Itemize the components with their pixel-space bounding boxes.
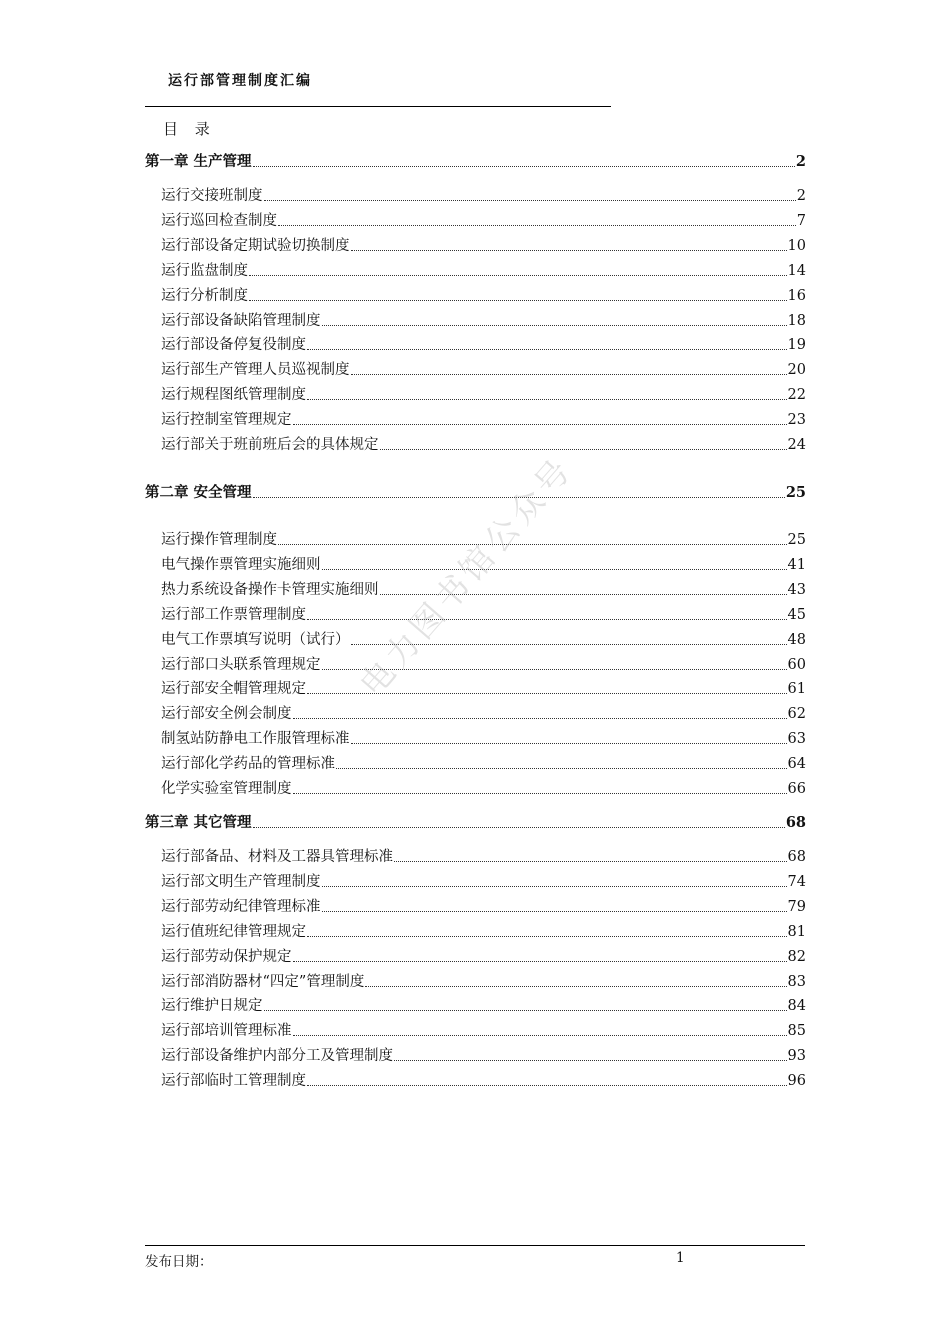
- dot-leader: [380, 448, 787, 450]
- toc-entry-page: 25: [785, 484, 806, 501]
- footer-rule: [145, 1245, 805, 1246]
- toc-entry[interactable]: [161, 311, 806, 331]
- dot-leader: [380, 593, 787, 595]
- dot-leader: [307, 692, 787, 694]
- toc-entry-label: 运行部安全帽管理规定: [161, 681, 306, 697]
- toc-entry[interactable]: [161, 897, 806, 917]
- toc-entry-page: 85: [787, 1023, 806, 1039]
- dot-leader: [293, 717, 787, 719]
- toc-entry-page: 48: [787, 632, 806, 648]
- toc-entry-label: 运行巡回检查制度: [161, 213, 277, 229]
- toc-entry-label: 第三章 其它管理: [145, 814, 252, 831]
- toc-entry-page: 23: [787, 412, 806, 428]
- toc-entry-label: 运行部备品、材料及工器具管理标准: [161, 849, 393, 865]
- toc-entry-label: 电气操作票管理实施细则: [161, 557, 321, 573]
- dot-leader: [249, 274, 787, 276]
- toc-entry[interactable]: [161, 779, 806, 799]
- toc-entry-label: 化学实验室管理制度: [161, 781, 292, 797]
- toc-entry[interactable]: [161, 435, 806, 455]
- toc-entry-label: 运行交接班制度: [161, 188, 263, 204]
- dot-leader: [322, 568, 787, 570]
- toc-entry-page: 66: [787, 781, 806, 797]
- toc-entry-label: 第一章 生产管理: [145, 153, 252, 170]
- toc-entry[interactable]: [161, 655, 806, 675]
- toc-entry-page: 18: [787, 313, 806, 329]
- toc-entry-label: 运行值班纪律管理规定: [161, 924, 306, 940]
- toc-entry[interactable]: [161, 286, 806, 306]
- toc-entry-label: 运行部临时工管理制度: [161, 1073, 306, 1089]
- toc-entry[interactable]: [161, 335, 806, 355]
- footer-page-number: 1: [676, 1250, 685, 1266]
- toc-entry-page: 20: [787, 362, 806, 378]
- toc-entry[interactable]: [161, 704, 806, 724]
- footer-date-label: 发布日期：: [145, 1254, 213, 1270]
- toc-entry-page: 19: [787, 337, 806, 353]
- toc-entry-page: 62: [787, 706, 806, 722]
- toc-entry-page: 22: [787, 387, 806, 403]
- toc-entry-page: 16: [787, 288, 806, 304]
- toc-entry-page: 93: [787, 1048, 806, 1064]
- toc-entry-label: 第二章 安全管理: [145, 484, 252, 501]
- toc-entry[interactable]: [161, 754, 806, 774]
- toc-entry[interactable]: [161, 1071, 806, 1091]
- toc-entry-page: 41: [787, 557, 806, 573]
- toc-entry[interactable]: [161, 972, 806, 992]
- dot-leader: [365, 985, 786, 987]
- dot-leader: [322, 885, 787, 887]
- toc-entry[interactable]: [161, 261, 806, 281]
- toc-entry-label: 运行规程图纸管理制度: [161, 387, 306, 403]
- toc-chapter[interactable]: [145, 483, 806, 503]
- toc-entry[interactable]: [161, 679, 806, 699]
- toc-entry-page: 84: [787, 998, 806, 1014]
- toc-entry-page: 74: [787, 874, 806, 890]
- dot-leader: [264, 1009, 787, 1011]
- toc-entry-label: 运行分析制度: [161, 288, 248, 304]
- dot-leader: [351, 643, 787, 645]
- header-title: 运行部管理制度汇编: [168, 73, 312, 89]
- toc-entry-page: 96: [787, 1073, 806, 1089]
- dot-leader: [278, 543, 787, 545]
- toc-entry[interactable]: [161, 530, 806, 550]
- dot-leader: [253, 496, 785, 498]
- toc-entry[interactable]: [161, 360, 806, 380]
- toc-entry-label: 运行部文明生产管理制度: [161, 874, 321, 890]
- toc-entry-label: 运行部关于班前班后会的具体规定: [161, 437, 379, 453]
- toc-entry-label: 运行部培训管理标准: [161, 1023, 292, 1039]
- dot-leader: [322, 668, 787, 670]
- toc-entry-page: 60: [787, 657, 806, 673]
- toc-entry[interactable]: [161, 410, 806, 430]
- toc-entry-page: 68: [785, 814, 806, 831]
- toc-entry[interactable]: [161, 729, 806, 749]
- dot-leader: [322, 324, 787, 326]
- toc-entry-label: 电气工作票填写说明（试行）: [161, 632, 350, 648]
- toc-entry-page: 81: [787, 924, 806, 940]
- toc-entry-label: 运行部设备停复役制度: [161, 337, 306, 353]
- toc-entry-page: 14: [787, 263, 806, 279]
- toc-entry-label: 运行部设备维护内部分工及管理制度: [161, 1048, 393, 1064]
- watermark: 电力图书馆公众号: [351, 448, 581, 704]
- toc-entry-label: 运行维护日规定: [161, 998, 263, 1014]
- toc-title: 目 录: [163, 120, 216, 138]
- toc-entry[interactable]: [161, 922, 806, 942]
- dot-leader: [253, 165, 795, 167]
- dot-leader: [394, 860, 787, 862]
- toc-entry-label: 运行部生产管理人员巡视制度: [161, 362, 350, 378]
- dot-leader: [293, 1034, 787, 1036]
- toc-entry-page: 2: [796, 188, 806, 204]
- toc-entry[interactable]: [161, 947, 806, 967]
- dot-leader: [336, 767, 787, 769]
- dot-leader: [307, 618, 787, 620]
- toc-entry[interactable]: [161, 385, 806, 405]
- dot-leader: [307, 1084, 787, 1086]
- toc-entry-label: 运行控制室管理规定: [161, 412, 292, 428]
- toc-entry-page: 45: [787, 607, 806, 623]
- dot-leader: [293, 792, 787, 794]
- toc-entry-page: 10: [787, 238, 806, 254]
- toc-entry-page: 83: [787, 974, 806, 990]
- toc-entry[interactable]: [161, 580, 806, 600]
- dot-leader: [293, 423, 787, 425]
- toc-entry-label: 热力系统设备操作卡管理实施细则: [161, 582, 379, 598]
- dot-leader: [264, 199, 796, 201]
- toc-entry-page: 7: [796, 213, 806, 229]
- toc-entry[interactable]: [161, 555, 806, 575]
- toc-entry-page: 79: [787, 899, 806, 915]
- toc-chapter[interactable]: [145, 813, 806, 833]
- dot-leader: [322, 910, 787, 912]
- dot-leader: [351, 249, 787, 251]
- toc-chapter[interactable]: [145, 152, 806, 172]
- dot-leader: [293, 960, 787, 962]
- toc-entry[interactable]: [161, 186, 806, 206]
- toc-entry-label: 运行部安全例会制度: [161, 706, 292, 722]
- toc-entry[interactable]: [161, 236, 806, 256]
- toc-entry-label: 运行部劳动保护规定: [161, 949, 292, 965]
- dot-leader: [307, 398, 787, 400]
- toc-entry[interactable]: [161, 605, 806, 625]
- toc-entry[interactable]: [161, 872, 806, 892]
- toc-entry-label: 运行部口头联系管理规定: [161, 657, 321, 673]
- toc-entry-page: 64: [787, 756, 806, 772]
- toc-entry-label: 运行部消防器材“四定”管理制度: [161, 974, 365, 990]
- toc-entry-label: 运行部设备定期试验切换制度: [161, 238, 350, 254]
- dot-leader: [307, 935, 787, 937]
- dot-leader: [394, 1059, 787, 1061]
- toc-entry-label: 运行部设备缺陷管理制度: [161, 313, 321, 329]
- toc-entry-label: 制氢站防静电工作服管理标准: [161, 731, 350, 747]
- toc-entry-label: 运行操作管理制度: [161, 532, 277, 548]
- toc-entry-label: 运行部化学药品的管理标准: [161, 756, 335, 772]
- toc-entry[interactable]: [161, 211, 806, 231]
- dot-leader: [278, 224, 796, 226]
- toc-entry-page: 25: [787, 532, 806, 548]
- toc-entry-label: 运行部劳动纪律管理标准: [161, 899, 321, 915]
- dot-leader: [253, 826, 785, 828]
- dot-leader: [307, 348, 787, 350]
- dot-leader: [249, 299, 787, 301]
- toc-entry-page: 68: [787, 849, 806, 865]
- toc-entry-page: 63: [787, 731, 806, 747]
- dot-leader: [351, 742, 787, 744]
- toc-entry[interactable]: [161, 1021, 806, 1041]
- toc-entry-page: 24: [787, 437, 806, 453]
- toc-entry-label: 运行监盘制度: [161, 263, 248, 279]
- toc-entry[interactable]: [161, 630, 806, 650]
- toc-entry[interactable]: [161, 847, 806, 867]
- toc-entry-label: 运行部工作票管理制度: [161, 607, 306, 623]
- toc-entry-page: 61: [787, 681, 806, 697]
- toc-entry[interactable]: [161, 1046, 806, 1066]
- toc-entry-page: 43: [787, 582, 806, 598]
- dot-leader: [351, 373, 787, 375]
- toc-entry[interactable]: [161, 996, 806, 1016]
- toc-entry-page: 2: [795, 153, 806, 170]
- toc-entry-page: 82: [787, 949, 806, 965]
